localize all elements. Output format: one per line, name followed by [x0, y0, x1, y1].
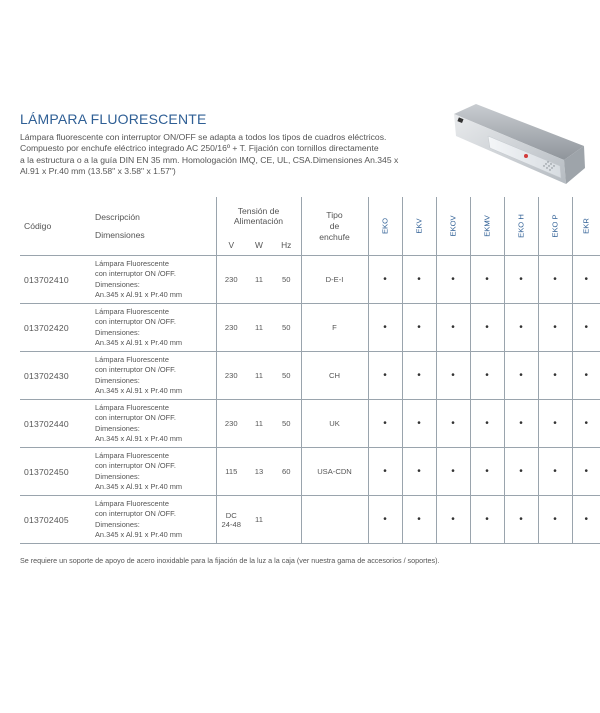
- row-mark-eko-h: •: [504, 352, 538, 400]
- desc-line: An.345 x Al.91 x Pr.40 mm: [95, 337, 183, 347]
- table-row: [20, 496, 600, 544]
- desc-line: Lámpara Fluorescente: [95, 403, 169, 413]
- row-mark-ekmv: •: [470, 352, 504, 400]
- row-mark-eko: •: [368, 400, 402, 448]
- row-mark-ekov: •: [436, 400, 470, 448]
- desc-line: Lámpara Fluorescente: [95, 307, 169, 317]
- row-hz: 60: [272, 448, 301, 496]
- row-hz: 50: [272, 304, 301, 352]
- footnote: Se requiere un soporte de apoyo de acero inoxidable para la fijación de la luz a la caja (ver nuestra gama de accesorios / soportes).: [20, 556, 440, 565]
- page-title: LÁMPARA FLUORESCENTE: [20, 111, 207, 127]
- row-mark-ekov: •: [436, 496, 470, 544]
- country-label: EKO: [380, 217, 390, 235]
- desc-line: Dimensiones:: [95, 375, 140, 385]
- fluorescent-lamp-image: [448, 100, 588, 190]
- desc-line: An.345 x Al.91 x Pr.40 mm: [95, 481, 183, 491]
- desc-line: con interruptor ON /OFF.: [95, 317, 176, 327]
- row-voltage: 115: [216, 448, 246, 496]
- row-code: 013702440: [20, 400, 89, 448]
- row-voltage: 230: [216, 400, 246, 448]
- row-hz: [272, 496, 301, 544]
- desc-line: Lámpara Fluorescente: [95, 259, 169, 269]
- header-tipo-enchufe: [301, 197, 368, 256]
- desc-line: con interruptor ON /OFF.: [95, 461, 176, 471]
- row-mark-ekov: •: [436, 448, 470, 496]
- desc-line: con interruptor ON /OFF.: [95, 269, 176, 279]
- row-mark-ekv: •: [402, 496, 436, 544]
- header-descripcion-label: Descripción: [95, 212, 140, 222]
- row-mark-eko-h: •: [504, 448, 538, 496]
- desc-line: Dimensiones:: [95, 423, 140, 433]
- row-mark-ekmv: •: [470, 256, 504, 304]
- country-label: EKO H: [516, 214, 526, 238]
- row-mark-ekr: •: [572, 304, 600, 352]
- country-label: EKV: [414, 218, 424, 234]
- desc-line: An.345 x Al.91 x Pr.40 mm: [95, 433, 183, 443]
- row-mark-ekmv: •: [470, 496, 504, 544]
- row-watts: 11: [246, 496, 272, 544]
- row-voltage: 230: [216, 256, 246, 304]
- row-mark-ekr: •: [572, 496, 600, 544]
- row-plug-type: D-E-I: [301, 256, 368, 304]
- row-code: 013702450: [20, 448, 89, 496]
- description-line: a la estructura o a la guía DIN EN 35 mm. Homologación IMQ, CE, UL, CSA.Dimensiones An.345 x: [20, 154, 399, 165]
- desc-line: Dimensiones:: [95, 327, 140, 337]
- desc-line: An.345 x Al.91 x Pr.40 mm: [95, 529, 183, 539]
- row-watts: 11: [246, 304, 272, 352]
- row-mark-eko: •: [368, 496, 402, 544]
- row-mark-ekmv: •: [470, 448, 504, 496]
- desc-line: An.345 x Al.91 x Pr.40 mm: [95, 385, 183, 395]
- description-line: Al.91 x Pr.40 mm (13.58" x 3.58" x 1.57"): [20, 166, 176, 177]
- row-mark-eko-h: •: [504, 496, 538, 544]
- header-v: V: [216, 236, 246, 256]
- table-row: [20, 256, 600, 304]
- row-mark-eko-p: •: [538, 496, 572, 544]
- row-mark-ekr: •: [572, 400, 600, 448]
- table-row: [20, 400, 600, 448]
- header-descripcion: [89, 197, 216, 256]
- row-mark-eko-p: •: [538, 256, 572, 304]
- row-description: [89, 256, 216, 304]
- row-mark-eko-p: •: [538, 448, 572, 496]
- row-voltage: [216, 496, 246, 544]
- header-tension-line2: Alimentación: [233, 216, 284, 227]
- row-hz: 50: [272, 352, 301, 400]
- row-hz: 50: [272, 400, 301, 448]
- desc-line: con interruptor ON /OFF.: [95, 509, 176, 519]
- row-description: [89, 304, 216, 352]
- desc-line: Lámpara Fluorescente: [95, 451, 169, 461]
- row-voltage: 230: [216, 352, 246, 400]
- row-mark-ekv: •: [402, 448, 436, 496]
- row-mark-ekov: •: [436, 256, 470, 304]
- row-mark-eko: •: [368, 448, 402, 496]
- header-w: W: [246, 236, 272, 256]
- header-dimensiones-label: Dimensiones: [95, 230, 145, 240]
- row-plug-type: UK: [301, 400, 368, 448]
- row-mark-eko: •: [368, 304, 402, 352]
- header-hz: Hz: [272, 236, 301, 256]
- row-code: 013702410: [20, 256, 89, 304]
- description-line: Compuesto por enchufe eléctrico integrado AC 250/16º + T. Fijación con tornillos directamente: [20, 143, 379, 154]
- table-row: [20, 448, 600, 496]
- row-voltage: 230: [216, 304, 246, 352]
- row-description: [89, 400, 216, 448]
- row-code: 013702405: [20, 496, 89, 544]
- row-mark-ekv: •: [402, 352, 436, 400]
- table-row: [20, 304, 600, 352]
- row-watts: 13: [246, 448, 272, 496]
- header-country-eko: [368, 197, 402, 256]
- header-tipo-line2: de: [329, 220, 340, 231]
- header-country-eko-p: [538, 197, 572, 256]
- row-code: 013702420: [20, 304, 89, 352]
- row-description: [89, 496, 216, 544]
- header-codigo: Código: [20, 197, 89, 256]
- row-mark-eko: •: [368, 256, 402, 304]
- description-line: Lámpara fluorescente con interruptor ON/OFF se adapta a todos los tipos de cuadros eléctricos.: [20, 132, 387, 142]
- row-mark-eko-h: •: [504, 400, 538, 448]
- row-watts: 11: [246, 256, 272, 304]
- row-mark-ekov: •: [436, 304, 470, 352]
- desc-line: con interruptor ON /OFF.: [95, 365, 176, 375]
- country-label: EKMV: [482, 215, 492, 237]
- row-mark-eko-p: •: [538, 400, 572, 448]
- row-description: [89, 448, 216, 496]
- header-country-ekmv: [470, 197, 504, 256]
- desc-line: con interruptor ON /OFF.: [95, 413, 176, 423]
- header-tipo-line1: Tipo: [326, 209, 343, 220]
- header-tension: [216, 197, 301, 236]
- row-mark-ekmv: •: [470, 304, 504, 352]
- row-watts: 11: [246, 352, 272, 400]
- country-label: EKOV: [448, 215, 458, 237]
- header-tension-line1: Tensión de: [237, 206, 280, 217]
- row-mark-ekr: •: [572, 352, 600, 400]
- desc-line: Dimensiones:: [95, 279, 140, 289]
- header-country-eko-h: [504, 197, 538, 256]
- row-mark-ekr: •: [572, 448, 600, 496]
- country-label: EKR: [581, 218, 591, 234]
- row-plug-type: USA-CDN: [301, 448, 368, 496]
- desc-line: Dimensiones:: [95, 471, 140, 481]
- row-mark-eko-p: •: [538, 304, 572, 352]
- product-description: [20, 132, 430, 178]
- table-header-row: [20, 197, 600, 236]
- row-mark-eko-h: •: [504, 304, 538, 352]
- table-row: [20, 352, 600, 400]
- row-mark-eko-h: •: [504, 256, 538, 304]
- header-country-ekr: [572, 197, 600, 256]
- header-country-ekov: [436, 197, 470, 256]
- row-mark-ekmv: •: [470, 400, 504, 448]
- desc-line: Dimensiones:: [95, 519, 140, 529]
- desc-line: Lámpara Fluorescente: [95, 499, 169, 509]
- row-mark-ekov: •: [436, 352, 470, 400]
- header-tipo-line3: enchufe: [319, 231, 350, 242]
- row-plug-type: CH: [301, 352, 368, 400]
- row-plug-type: [301, 496, 368, 544]
- country-label: EKO P: [550, 214, 560, 238]
- header-country-ekv: [402, 197, 436, 256]
- row-hz: 50: [272, 256, 301, 304]
- row-mark-eko: •: [368, 352, 402, 400]
- product-table: [20, 197, 600, 544]
- desc-line: Lámpara Fluorescente: [95, 355, 169, 365]
- voltage-line1: DC: [225, 510, 237, 520]
- row-plug-type: F: [301, 304, 368, 352]
- desc-line: An.345 x Al.91 x Pr.40 mm: [95, 289, 183, 299]
- row-mark-eko-p: •: [538, 352, 572, 400]
- row-mark-ekv: •: [402, 304, 436, 352]
- row-description: [89, 352, 216, 400]
- row-mark-ekr: •: [572, 256, 600, 304]
- row-mark-ekv: •: [402, 400, 436, 448]
- row-watts: 11: [246, 400, 272, 448]
- row-mark-ekv: •: [402, 256, 436, 304]
- row-code: 013702430: [20, 352, 89, 400]
- voltage-line2: 24-48: [221, 519, 241, 529]
